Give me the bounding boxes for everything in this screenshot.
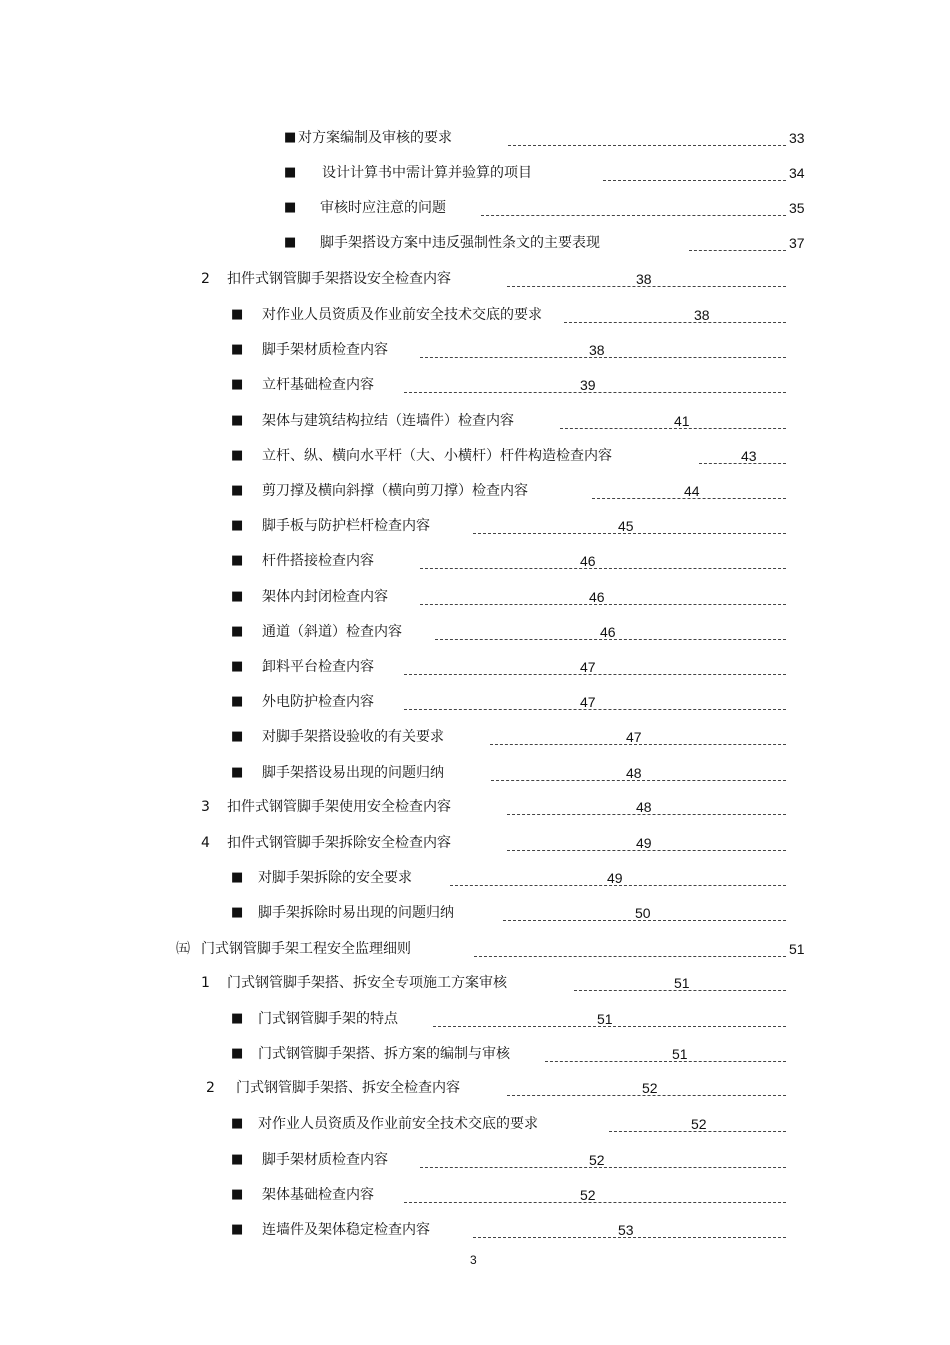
dot-leader [508,145,786,146]
toc-entry [0,198,950,222]
toc-entry [0,1185,950,1209]
entry-title: 外电防护检查内容 [262,694,374,710]
entry-title: 对作业人员资质及作业前安全技术交底的要求 [258,1116,538,1132]
entry-title: 连墙件及架体稳定检查内容 [262,1222,430,1238]
toc-entry [0,551,950,575]
entry-title: 对作业人员资质及作业前安全技术交底的要求 [262,307,542,323]
entry-title: 立杆基础检查内容 [262,377,374,393]
bullet-square-icon: ■ [231,377,244,392]
toc-entry [0,340,950,364]
entry-page-number: 50 [635,905,651,921]
entry-title: 门式钢管脚手架的特点 [258,1011,398,1027]
entry-page-number: 51 [674,975,690,991]
dot-leader [420,568,786,569]
entry-page-number: 49 [607,870,623,886]
toc-entry [0,1114,950,1138]
bullet-square-icon: ■ [231,1222,244,1237]
entry-title: 门式钢管脚手架工程安全监理细则 [201,941,411,957]
dot-leader [564,322,786,323]
entry-page-number: 52 [642,1080,658,1096]
entry-title: 架体与建筑结构拉结（连墙件）检查内容 [262,413,514,429]
toc-entry [0,692,950,716]
bullet-square-icon: ■ [231,729,244,744]
page-number: 3 [470,1253,477,1267]
entry-page-number: 49 [636,835,652,851]
entry-page-number: 37 [789,235,805,251]
bullet-square-icon: ■ [284,235,297,250]
bullet-square-icon: ■ [231,1116,244,1131]
entry-page-number: 38 [589,342,605,358]
entry-title: 脚手架拆除时易出现的问题归纳 [258,905,454,921]
entry-title: 扣件式钢管脚手架拆除安全检查内容 [227,835,451,851]
toc-entry [0,973,950,997]
entry-number: 2 [206,1080,215,1096]
entry-title: 立杆、纵、横向水平杆（大、小横杆）杆件构造检查内容 [262,448,612,464]
bullet-square-icon: ■ [284,200,297,215]
bullet-square-icon: ■ [231,1046,244,1061]
entry-number: 4 [201,835,210,851]
toc-entry [0,763,950,787]
toc-entry [0,587,950,611]
toc-entry [0,269,950,293]
entry-page-number: 43 [741,448,757,464]
dot-leader [603,180,786,181]
entry-page-number: 45 [618,518,634,534]
entry-page-number: 53 [618,1222,634,1238]
bullet-square-icon: ■ [231,694,244,709]
toc-entry [0,1078,950,1102]
entry-number: 1 [201,975,210,991]
toc-entry [0,305,950,329]
entry-title: 门式钢管脚手架搭、拆方案的编制与审核 [258,1046,510,1062]
dot-leader [560,428,786,429]
entry-page-number: 35 [789,200,805,216]
entry-title: 剪刀撑及横向斜撑（横向剪刀撑）检查内容 [262,483,528,499]
entry-title: 脚手架搭设方案中违反强制性条文的主要表现 [320,235,600,251]
entry-number: ㈤ [176,941,190,957]
entry-page-number: 47 [580,694,596,710]
bullet-square-icon: ■ [231,905,244,920]
entry-title: 审核时应注意的问题 [320,200,446,216]
toc-entry [0,446,950,470]
dot-leader [481,215,786,216]
toc-entry [0,1009,950,1033]
bullet-square-icon: ■ [231,765,244,780]
entry-title: 杆件搭接检查内容 [262,553,374,569]
entry-page-number: 51 [597,1011,613,1027]
entry-page-number: 34 [789,165,805,181]
toc-entry [0,939,950,963]
entry-page-number: 52 [691,1116,707,1132]
bullet-square-icon: ■ [231,1011,244,1026]
entry-page-number: 33 [789,130,805,146]
toc-entry [0,1150,950,1174]
bullet-square-icon: ■ [231,307,244,322]
entry-page-number: 38 [694,307,710,323]
entry-title: 扣件式钢管脚手架搭设安全检查内容 [227,271,451,287]
entry-page-number: 52 [580,1187,596,1203]
entry-title: 架体基础检查内容 [262,1187,374,1203]
entry-page-number: 46 [589,589,605,605]
entry-page-number: 48 [636,799,652,815]
toc-entry [0,516,950,540]
toc-entry [0,622,950,646]
bullet-square-icon: ■ [231,659,244,674]
entry-title: 通道（斜道）检查内容 [262,624,402,640]
entry-title: 脚手架材质检查内容 [262,342,388,358]
toc-entry [0,128,950,152]
bullet-square-icon: ■ [231,483,244,498]
bullet-square-icon: ■ [284,130,297,145]
dot-leader [474,956,786,957]
entry-page-number: 46 [580,553,596,569]
toc-entry [0,833,950,857]
entry-page-number: 41 [674,413,690,429]
bullet-square-icon: ■ [231,413,244,428]
entry-page-number: 48 [626,765,642,781]
entry-page-number: 44 [684,483,700,499]
bullet-square-icon: ■ [231,1152,244,1167]
toc-entry [0,903,950,927]
entry-title: 门式钢管脚手架搭、拆安全检查内容 [236,1080,460,1096]
entry-number: 2 [201,271,210,287]
entry-title: 架体内封闭检查内容 [262,589,388,605]
toc-entry [0,727,950,751]
entry-title: 对脚手架搭设验收的有关要求 [262,729,444,745]
toc-entry [0,233,950,257]
entry-page-number: 39 [580,377,596,393]
bullet-square-icon: ■ [231,870,244,885]
entry-page-number: 51 [672,1046,688,1062]
entry-title: 脚手架搭设易出现的问题归纳 [262,765,444,781]
entry-number: 3 [201,799,210,815]
dot-leader [689,250,786,251]
entry-title: 门式钢管脚手架搭、拆安全专项施工方案审核 [227,975,507,991]
bullet-square-icon: ■ [231,589,244,604]
entry-page-number: 38 [636,271,652,287]
toc-entry [0,163,950,187]
bullet-square-icon: ■ [231,624,244,639]
entry-page-number: 46 [600,624,616,640]
dot-leader [545,1061,786,1062]
entry-title: 脚手板与防护栏杆检查内容 [262,518,430,534]
toc-entry [0,868,950,892]
toc-entry [0,657,950,681]
bullet-square-icon: ■ [231,1187,244,1202]
bullet-square-icon: ■ [284,165,297,180]
entry-title: 脚手架材质检查内容 [262,1152,388,1168]
bullet-square-icon: ■ [231,518,244,533]
entry-title: 对方案编制及审核的要求 [298,130,452,146]
entry-page-number: 51 [789,941,805,957]
toc-entry [0,1220,950,1244]
entry-title: 设计计算书中需计算并验算的项目 [322,165,532,181]
entry-title: 对脚手架拆除的安全要求 [258,870,412,886]
toc-entry [0,481,950,505]
bullet-square-icon: ■ [231,448,244,463]
toc-entry [0,411,950,435]
entry-page-number: 52 [589,1152,605,1168]
toc-entry [0,797,950,821]
bullet-square-icon: ■ [231,553,244,568]
entry-title: 卸料平台检查内容 [262,659,374,675]
entry-title: 扣件式钢管脚手架使用安全检查内容 [227,799,451,815]
bullet-square-icon: ■ [231,342,244,357]
toc-entry [0,1044,950,1068]
entry-page-number: 47 [580,659,596,675]
toc-entry [0,375,950,399]
entry-page-number: 47 [626,729,642,745]
